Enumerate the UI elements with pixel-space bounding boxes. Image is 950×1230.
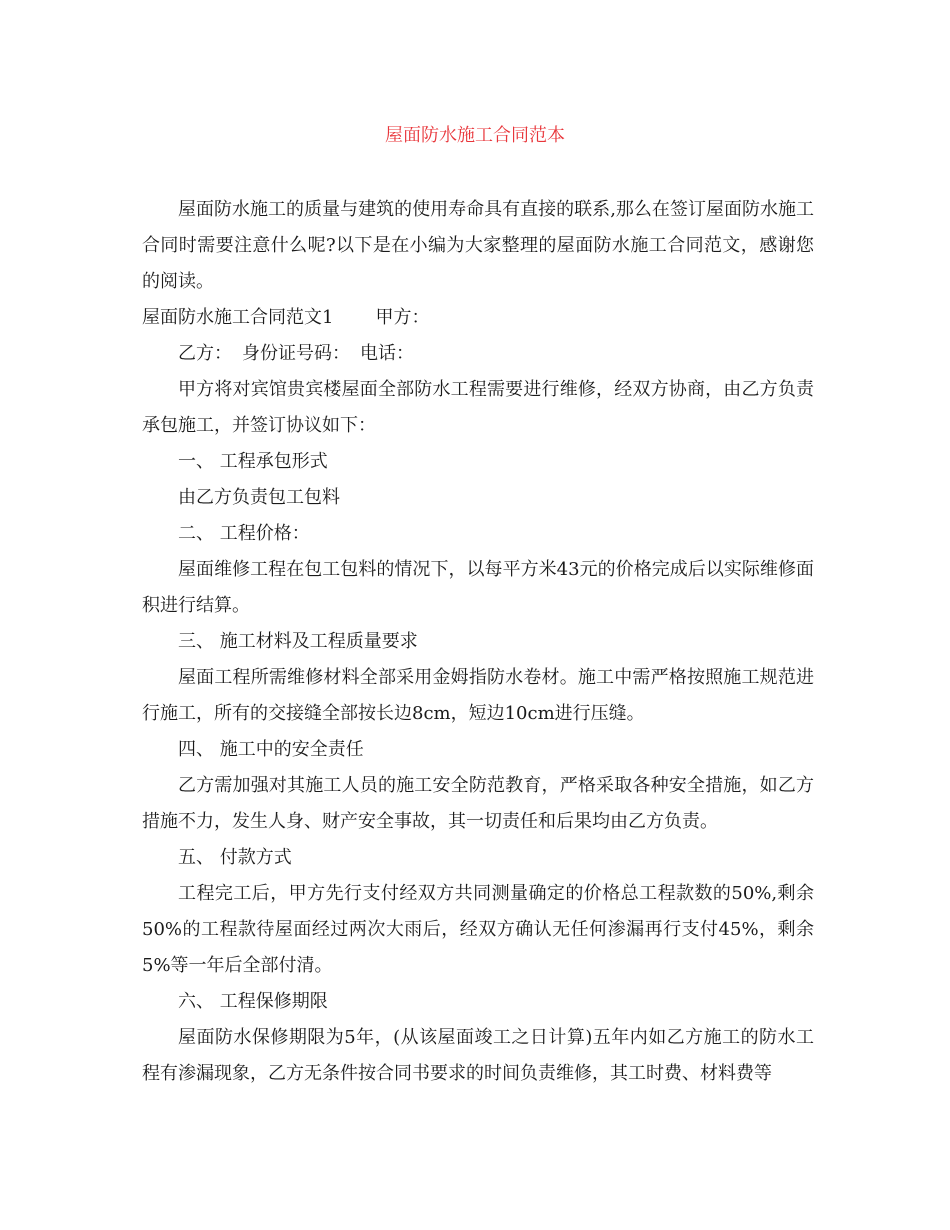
id-number-label: 身份证号码： [242, 343, 350, 364]
section-heading: 六、 工程保修期限 [178, 991, 328, 1012]
section-heading: 四、 施工中的安全责任 [178, 739, 364, 760]
section-text: 屋面维修工程在包工包料的情况下，以每平方米43元的价格完成后以实际维修面积进行结算。 [142, 559, 814, 616]
sample-label: 屋面防水施工合同范文1 [142, 307, 334, 328]
document-body [142, 192, 814, 1092]
section-text: 屋面防水保修期限为5年，(从该屋面竣工之日计算)五年内如乙方施工的防水工程有渗漏现象，乙方无条件按合同书要求的时间负责维修，其工时费、材料费等 [142, 1027, 814, 1084]
section-text: 由乙方负责包工包料 [178, 487, 340, 508]
document-title: 屋面防水施工合同范本 [385, 125, 565, 146]
section-heading: 二、 工程价格： [178, 523, 310, 544]
phone-label: 电话： [360, 343, 414, 364]
section-text: 屋面工程所需维修材料全部采用金姆指防水卷材。施工中需严格按照施工规范进行施工，所有的交接缝全部按长边8cm，短边10cm进行压缝。 [142, 667, 814, 724]
section-heading: 五、 付款方式 [178, 847, 292, 868]
section-text: 乙方需加强对其施工人员的施工安全防范教育，严格采取各种安全措施，如乙方措施不力，发生人身、财产安全事故，其一切责任和后果均由乙方负责。 [142, 775, 814, 832]
party-a-label: 甲方： [375, 307, 430, 328]
preamble-paragraph: 甲方将对宾馆贵宾楼屋面全部防水工程需要进行维修，经双方协商，由乙方负责承包施工，并签订协议如下： [142, 379, 814, 436]
section-heading: 三、 施工材料及工程质量要求 [178, 631, 418, 652]
section-heading: 一、 工程承包形式 [178, 451, 328, 472]
intro-paragraph: 屋面防水施工的质量与建筑的使用寿命具有直接的联系,那么在签订屋面防水施工合同时需要注意什么呢?以下是在小编为大家整理的屋面防水施工合同范文，感谢您的阅读。 [142, 199, 814, 292]
party-b-row [142, 336, 814, 372]
sample-heading-row [142, 300, 814, 336]
party-b-label: 乙方： [178, 343, 232, 364]
section-text: 工程完工后，甲方先行支付经双方共同测量确定的价格总工程款数的50%,剩余50%的工程款待屋面经过两次大雨后，经双方确认无任何渗漏再行支付45%，剩余5%等一年后全部付清。 [142, 883, 814, 976]
